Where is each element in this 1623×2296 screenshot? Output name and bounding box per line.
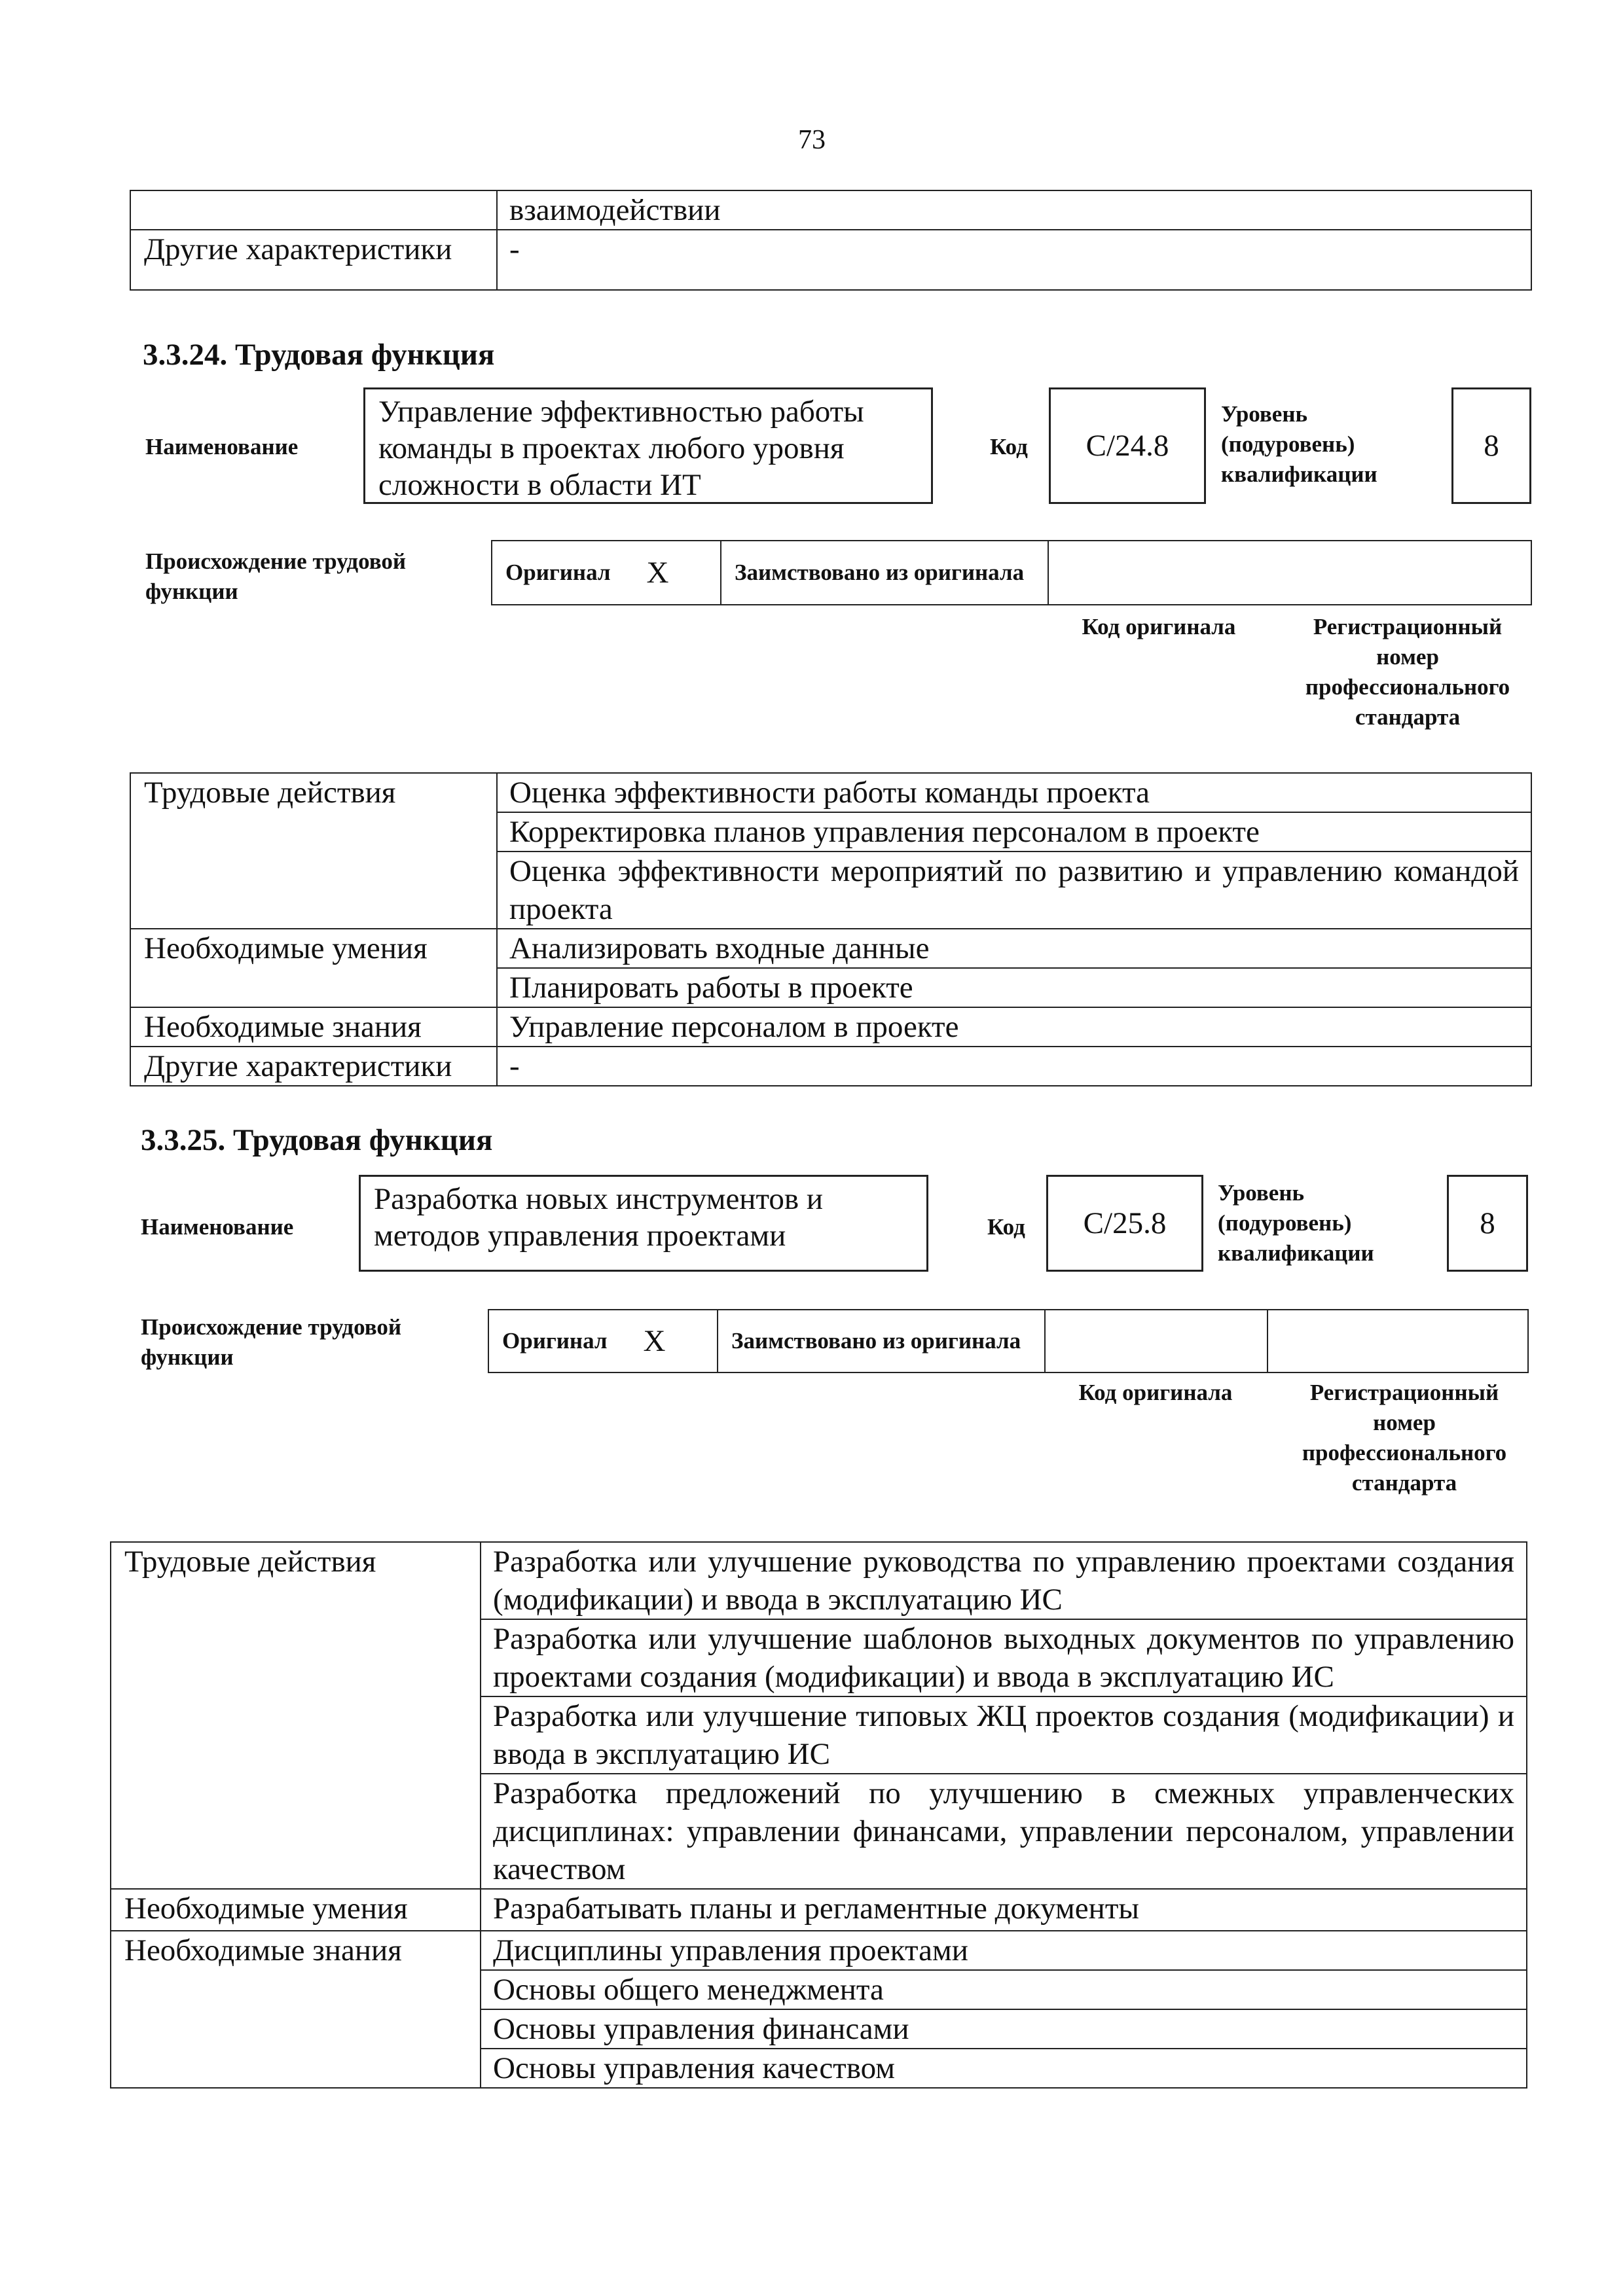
original-x-mark: X — [646, 556, 669, 590]
reg-number-caption: Регистрационный номер профессионального стандарта — [1305, 614, 1510, 730]
name-label: Наименование — [141, 1214, 294, 1240]
skill-item: Анализировать входные данные — [497, 929, 1531, 968]
original-cell — [492, 541, 721, 604]
reg-number-caption: Регистрационный номер профессионального стандарта — [1302, 1380, 1507, 1496]
section-title-3-3-25: 3.3.25. Трудовая функция — [141, 1123, 493, 1157]
original-label: Оригинал — [505, 560, 611, 585]
knowledge-item: Основы управления финансами — [481, 2009, 1527, 2049]
level-label: Уровень (подуровень) квалификации — [1221, 401, 1377, 487]
action-item: Разработка или улучшение шаблонов выходных документов по управлению проектами создания (модификации) и ввода в эксплуатацию ИС — [481, 1619, 1527, 1696]
code-original-caption: Код оригинала — [1078, 1380, 1233, 1405]
original-x-mark: X — [643, 1324, 666, 1358]
function-name-box: Управление эффективностью работы команды в проектах любого уровня сложности в области ИТ — [363, 387, 933, 504]
action-item: Оценка эффективности мероприятий по развитию и управлению командой проекта — [497, 852, 1531, 929]
code-label: Код — [990, 434, 1028, 459]
other-characteristics-value: - — [497, 230, 1531, 290]
knowledge-item: Основы общего менеджмента — [481, 1970, 1527, 2009]
function-24-table — [130, 772, 1532, 1086]
level-label: Уровень (подуровень) квалификации — [1218, 1180, 1374, 1266]
code-original-cell — [1046, 1310, 1268, 1372]
function-name-box: Разработка новых инструментов и методов управления проектами — [359, 1175, 928, 1272]
knowledge-item: Дисциплины управления проектами — [481, 1931, 1527, 1970]
action-item: Разработка или улучшение руководства по управлению проектами создания (модификации) и ввода в эксплуатацию ИС — [481, 1542, 1527, 1619]
origin-label: Происхождение трудовой функции — [145, 548, 407, 604]
reg-number-cell — [1268, 1310, 1527, 1372]
knowledge-item: Основы управления качеством — [481, 2049, 1527, 2088]
origin-row — [488, 1309, 1529, 1373]
action-item: Разработка предложений по улучшению в смежных управленческих дисциплинах: управлении финансами, управлении персоналом, управлении качеством — [481, 1774, 1527, 1889]
section-title-3-3-24: 3.3.24. Трудовая функция — [143, 338, 495, 372]
knowledge-label: Необходимые знания — [130, 1007, 497, 1047]
skills-label: Необходимые умения — [111, 1889, 481, 1931]
function-code-box: C/25.8 — [1046, 1175, 1203, 1272]
code-original-caption: Код оригинала — [1082, 614, 1236, 639]
function-code-box: C/24.8 — [1049, 387, 1206, 504]
page-number: 73 — [798, 125, 826, 155]
skill-item: Разрабатывать планы и регламентные документы — [481, 1889, 1527, 1931]
original-cell — [489, 1310, 718, 1372]
name-label: Наименование — [145, 434, 299, 459]
function-25-table — [110, 1541, 1527, 2089]
continuation-text: взаимодействии — [497, 190, 1531, 230]
origin-row — [491, 540, 1532, 605]
action-item: Оценка эффективности работы команды проекта — [497, 773, 1531, 812]
borrowed-cell — [721, 541, 1049, 604]
original-label: Оригинал — [502, 1328, 608, 1354]
knowledge-label: Необходимые знания — [111, 1931, 481, 2088]
continuation-table — [130, 190, 1532, 291]
borrowed-cell — [718, 1310, 1046, 1372]
level-value-box: 8 — [1447, 1175, 1528, 1272]
borrowed-label: Заимствовано из оригинала — [735, 560, 1025, 585]
other-characteristics-value: - — [497, 1047, 1531, 1086]
level-value-box: 8 — [1451, 387, 1531, 504]
knowledge-item: Управление персоналом в проекте — [497, 1007, 1531, 1047]
actions-label: Трудовые действия — [130, 773, 497, 929]
code-label: Код — [987, 1214, 1025, 1240]
skill-item: Планировать работы в проекте — [497, 968, 1531, 1007]
other-characteristics-label: Другие характеристики — [130, 1047, 497, 1086]
borrowed-label: Заимствовано из оригинала — [731, 1328, 1021, 1354]
action-item: Разработка или улучшение типовых ЖЦ проектов создания (модификации) и ввода в эксплуатацию ИС — [481, 1696, 1527, 1774]
origin-label: Происхождение трудовой функции — [141, 1314, 402, 1370]
actions-label: Трудовые действия — [111, 1542, 481, 1889]
other-characteristics-label: Другие характеристики — [130, 230, 497, 290]
skills-label: Необходимые умения — [130, 929, 497, 1007]
code-original-cell — [1049, 541, 1531, 604]
action-item: Корректировка планов управления персоналом в проекте — [497, 812, 1531, 852]
